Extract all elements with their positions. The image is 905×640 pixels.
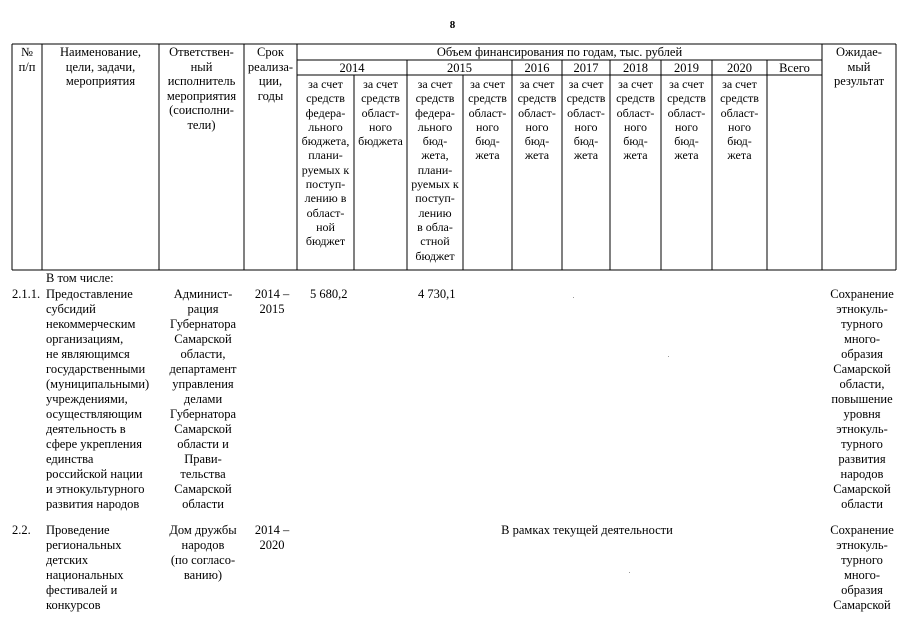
scan-speck [573, 297, 574, 298]
subheader-2019: за счет средств област- ного бюд- жета [667, 77, 706, 163]
subheader-2015-federal: за счет средств федера- льного бюд- жета, плани- руемых к поступ- лению в обла- стной бюджет [411, 77, 459, 263]
scan-speck [629, 572, 630, 573]
subheader-2018: за счет средств област- ного бюд- жета [616, 77, 655, 163]
row-number: 2.2. [12, 523, 31, 537]
year-total: Всего [779, 61, 810, 75]
row-term: 2014 – 2015 [254, 287, 290, 316]
row-name: Проведение региональных детских национальных фестивалей и конкурсов [46, 523, 124, 612]
scan-speck [668, 356, 669, 357]
header-term: Срок реализа- ции, годы [247, 45, 294, 103]
page-number: 8 [449, 19, 456, 31]
row-result: Сохранение этнокуль- турного много- образия Самарской области, повышение уровня этнокуль- турного развития народов Самарской области [830, 287, 894, 511]
year-2016: 2016 [524, 61, 550, 75]
header-name: Наименование, цели, задачи, мероприятия [60, 45, 141, 88]
row-value-2015: 4 730,1 [418, 287, 456, 301]
intro-text: В том числе: [46, 271, 114, 285]
header-result: Ожидае- мый результат [833, 45, 885, 88]
row-result: Сохранение этнокуль- турного много- образия Самарской [830, 523, 894, 612]
row-executor: Дом дружбы народов (по согласо- ванию) [169, 523, 237, 582]
row-executor: Админист- рация Губернатора Самарской области, департамент управления делами Губернатора Самарской области и Прави- тельства Самарской области [169, 287, 237, 511]
year-2015: 2015 [447, 61, 472, 75]
year-2018: 2018 [623, 61, 648, 75]
subheader-2014-regional: за счет средств област- ного бюджета [358, 77, 403, 149]
row-note: В рамках текущей деятельности [501, 523, 673, 537]
subheader-2020: за счет средств област- ного бюд- жета [720, 77, 759, 163]
header-financing: Объем финансирования по годам, тыс. рублей [436, 45, 683, 59]
year-2019: 2019 [674, 61, 699, 75]
row-value-2014: 5 680,2 [310, 287, 348, 301]
row-name: Предоставление субсидий некоммерческим организациям, не являющимся государственными (муниципальными) учреждениями, осуществляющим деятельность в сфере укрепления единства российской нации и этнокультурного развития народов [46, 287, 150, 511]
year-2020: 2020 [727, 61, 752, 75]
header-num: № п/п [18, 45, 36, 74]
subheader-2015-regional: за счет средств област- ного бюд- жета [468, 77, 507, 163]
header-executor: Ответствен- ный исполнитель мероприятия (соисполни- тели) [166, 45, 237, 132]
year-2014: 2014 [339, 61, 365, 75]
row-number: 2.1.1. [12, 287, 41, 301]
subheader-2014-federal: за счет средств федера- льного бюджета, плани- руемых к поступ- лению в област- ной бюджет [301, 77, 350, 249]
row-term: 2014 – 2020 [254, 523, 290, 552]
subheader-2017: за счет средств област- ного бюд- жета [566, 77, 606, 163]
year-2017: 2017 [573, 61, 599, 75]
subheader-2016: за счет средств област- ного бюд- жета [517, 77, 557, 163]
